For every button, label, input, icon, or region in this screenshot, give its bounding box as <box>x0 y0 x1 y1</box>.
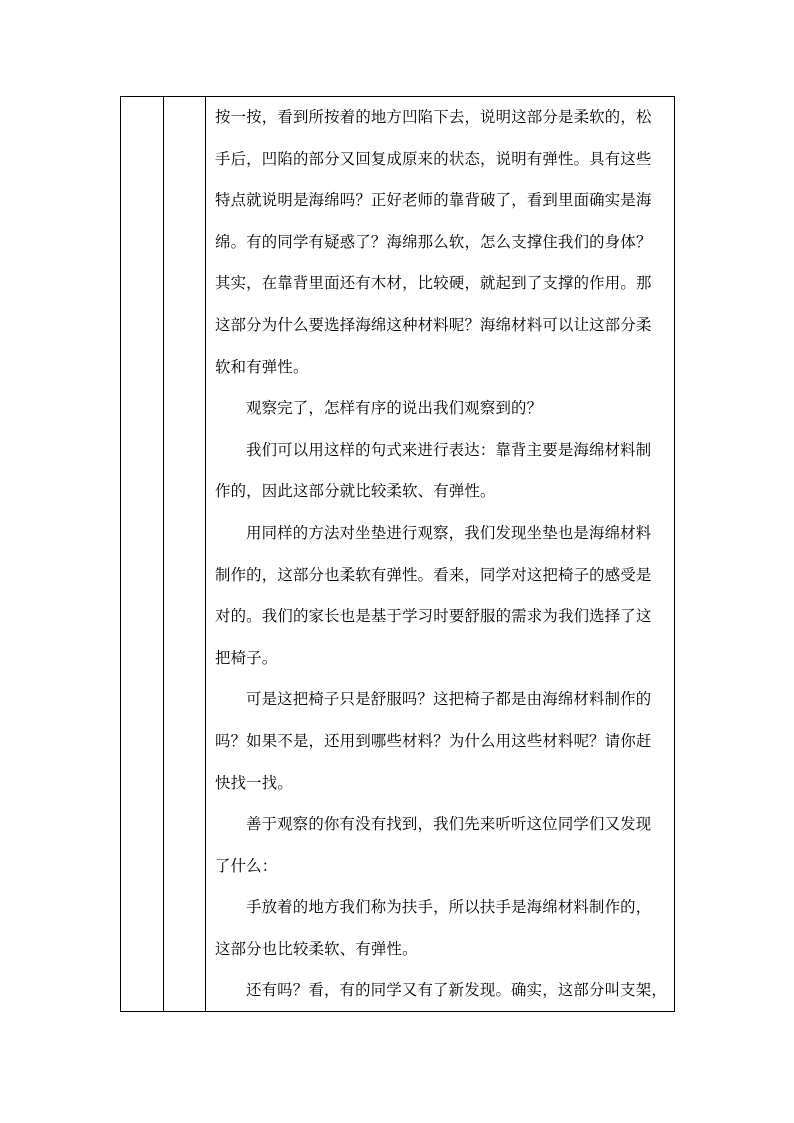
paragraph-line: 善于观察的你有没有找到，我们先来听听这位同学们又发现 <box>246 815 652 834</box>
paragraph-line: 绵。有的同学有疑惑了？海绵那么软，怎么支撑住我们的身体？ <box>215 232 652 251</box>
paragraph-line: 这部分也比较柔软、有弹性。 <box>215 939 418 958</box>
lesson-table <box>120 96 675 1012</box>
paragraph-line: 把椅子。 <box>215 648 278 667</box>
paragraph-line: 用同样的方法对坐垫进行观察，我们发现坐垫也是海绵材料 <box>246 523 652 542</box>
paragraph-line: 吗？如果不是，还用到哪些材料？为什么用这些材料呢？请你赶 <box>215 731 652 750</box>
paragraph-line: 手放着的地方我们称为扶手，所以扶手是海绵材料制作的， <box>246 898 652 917</box>
column-divider-1 <box>163 97 164 1011</box>
paragraph-line: 特点就说明是海绵吗？正好老师的靠背破了，看到里面确实是海 <box>215 191 652 210</box>
paragraph-line: 制作的，这部分也柔软有弹性。看来，同学对这把椅子的感受是 <box>215 565 652 584</box>
paragraph-line: 作的，因此这部分就比较柔软、有弹性。 <box>215 482 496 501</box>
content-cell <box>215 97 667 1012</box>
paragraph-line: 我们可以用这样的句式来进行表达：靠背主要是海绵材料制 <box>246 440 652 459</box>
paragraph-line: 观察完了，怎样有序的说出我们观察到的？ <box>246 399 543 418</box>
paragraph-line: 手后，凹陷的部分又回复成原来的状态，说明有弹性。具有这些 <box>215 149 652 168</box>
paragraph-line: 快找一找。 <box>215 773 293 792</box>
paragraph-line: 按一按，看到所按着的地方凹陷下去，说明这部分是柔软的，松 <box>215 108 652 126</box>
column-divider-2 <box>205 97 206 1011</box>
paragraph-line: 了什么： <box>215 856 278 875</box>
paragraph-line: 这部分为什么要选择海绵这种材料呢？海绵材料可以让这部分柔 <box>215 315 652 334</box>
paragraph-line: 可是这把椅子只是舒服吗？这把椅子都是由海绵材料制作的 <box>246 690 652 709</box>
paragraph-line: 软和有弹性。 <box>215 357 309 376</box>
paragraph-line: 还有吗？看，有的同学又有了新发现。确实，这部分叫支架， <box>246 981 667 1000</box>
paragraph-line: 其实，在靠背里面还有木材，比较硬，就起到了支撑的作用。那 <box>215 274 652 293</box>
paragraph-line: 对的。我们的家长也是基于学习时要舒服的需求为我们选择了这 <box>215 607 652 626</box>
